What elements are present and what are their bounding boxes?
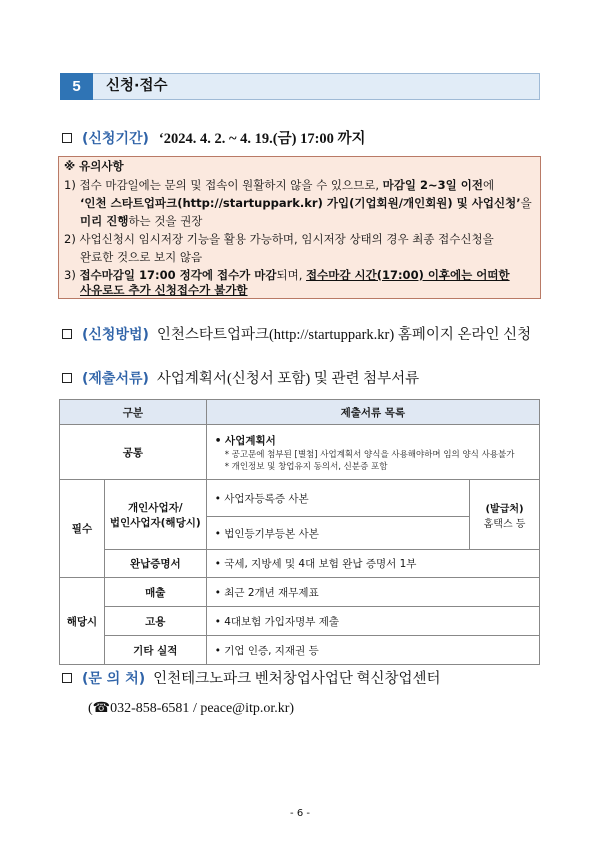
notice-item-3 xyxy=(64,267,510,283)
contact-separator: / xyxy=(189,701,201,716)
period-row xyxy=(62,127,366,148)
contact-info xyxy=(88,700,294,717)
contact-heading-row xyxy=(62,667,441,688)
period-label: (신청기간) xyxy=(82,130,149,147)
table-cell: • 국세, 지방세 및 4대 보험 완납 증명서 1부 xyxy=(206,550,539,578)
row-label: 공통 xyxy=(60,425,207,480)
notice-text: 을 xyxy=(520,196,532,210)
method-row xyxy=(62,323,531,344)
notice-title: ※ 유의사항 xyxy=(64,159,124,173)
documents-table xyxy=(59,399,540,665)
notice-text: 하는 것을 권장 xyxy=(128,214,203,228)
cell-item: • 사업계획서 xyxy=(214,434,276,447)
method-text: 인천스타트업파크(http://startuppark.kr) 홈페이지 온라인 신청 xyxy=(156,327,532,343)
docs-text: 사업계획서(신청서 포함) 및 관련 첨부서류 xyxy=(156,371,420,387)
table-cell: • 법인등기부등본 사본 xyxy=(206,517,469,550)
table-row xyxy=(60,578,540,607)
row-label: 필수 xyxy=(60,480,105,578)
notice-item-1 xyxy=(64,177,494,193)
method-label: (신청방법) xyxy=(82,326,149,343)
notice-emphasis-underline: 접수마감 시간(17:00) 이후에는 어떠한 xyxy=(306,268,510,282)
notice-text: 되며, xyxy=(276,268,307,282)
section-title: 신청·접수 xyxy=(106,78,168,94)
contact-email: peace@itp.or.kr) xyxy=(200,701,295,716)
notice-emphasis: 마감일 2~3일 이전 xyxy=(382,178,483,192)
sublabel-line: 개인사업자/ xyxy=(128,501,183,514)
table-cell: • 4대보험 가입자명부 제출 xyxy=(206,607,539,636)
cell-note: * 개인정보 및 창업유지 동의서, 신분증 포함 xyxy=(224,461,388,472)
row-label: 해당시 xyxy=(60,578,105,665)
period-text: ‘2024. 4. 2. ~ 4. 19.(금) 17:00 까지 xyxy=(158,131,366,147)
contact-phone: (☎032-858-6581 xyxy=(88,701,190,716)
section-number: 5 xyxy=(60,73,93,100)
table-row xyxy=(60,425,540,480)
table-header: 제출서류 목록 xyxy=(206,400,539,425)
table-cell: • 최근 2개년 재무제표 xyxy=(206,578,539,607)
notice-item-3-cont xyxy=(80,282,248,298)
notice-item-2: 2) 사업신청시 임시저장 기능을 활용 가능하며, 임시저장 상태의 경우 최종 접수신청을 xyxy=(64,232,494,246)
table-cell xyxy=(206,425,539,480)
page-number: - 6 - xyxy=(290,808,310,819)
docs-label: (제출서류) xyxy=(82,370,149,387)
notice-item-1-cont2 xyxy=(80,213,202,229)
notice-item-2-cont: 완료한 것으로 보지 않음 xyxy=(80,250,203,264)
issuer-cell xyxy=(470,480,540,550)
notice-emphasis: ‘인천 스타트업파크(http://startuppark.kr) 가입(기업회원/개인회원) 및 사업신청’ xyxy=(80,196,521,210)
sublabel-line: 법인사업자(해당시) xyxy=(109,516,201,529)
row-sublabel: 고용 xyxy=(104,607,206,636)
table-header: 구분 xyxy=(60,400,207,425)
notice-emphasis: 미리 진행 xyxy=(80,214,129,228)
notice-item-1-cont xyxy=(80,195,532,211)
issuer-text: 홈택스 등 xyxy=(483,518,526,530)
notice-text: 에 xyxy=(482,178,495,192)
docs-heading-row xyxy=(62,367,419,388)
table-row xyxy=(60,550,540,578)
table-row xyxy=(60,636,540,665)
notice-emphasis: 접수마감일 17:00 정각에 접수가 마감 xyxy=(79,268,277,282)
table-cell: • 사업자등록증 사본 xyxy=(206,480,469,517)
issuer-label: (발급처) xyxy=(485,503,524,515)
notice-text: 3) xyxy=(64,268,80,282)
checkbox-square-icon xyxy=(62,373,72,383)
row-sublabel: 완납증명서 xyxy=(104,550,206,578)
checkbox-square-icon xyxy=(62,673,72,683)
table-row xyxy=(60,480,540,517)
contact-label: (문 의 처) xyxy=(82,670,146,687)
notice-text: 1) 접수 마감일에는 문의 및 접속이 원활하지 않을 수 있으므로, xyxy=(64,178,383,192)
table-header-row xyxy=(60,400,540,425)
row-sublabel: 기타 실적 xyxy=(104,636,206,665)
table-row xyxy=(60,607,540,636)
table-cell: • 기업 인증, 지재권 등 xyxy=(206,636,539,665)
cell-note: * 공고문에 첨부된 [별첨] 사업계획서 양식을 사용해야하며 임의 양식 사용불가 xyxy=(224,449,515,460)
checkbox-square-icon xyxy=(62,329,72,339)
checkbox-square-icon xyxy=(62,133,72,143)
row-sublabel: 매출 xyxy=(104,578,206,607)
contact-text: 인천테크노파크 벤처창업사업단 혁신창업센터 xyxy=(153,671,441,687)
notice-emphasis-underline: 사유로도 추가 신청접수가 불가함 xyxy=(80,283,248,297)
row-sublabel xyxy=(104,480,206,550)
